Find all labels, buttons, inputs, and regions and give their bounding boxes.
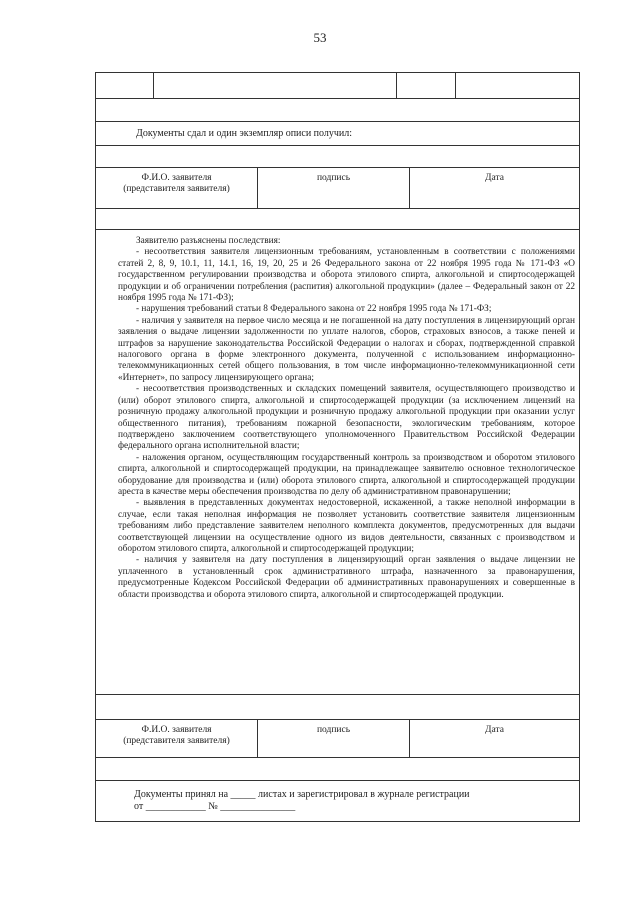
receipt-row: [96, 122, 579, 146]
cell: [397, 73, 456, 98]
bottom-form-block: [95, 694, 580, 822]
receipt-text: Документы сдал и один экземпляр описи получил:: [136, 128, 353, 139]
spacer-row: [96, 146, 579, 168]
signature-value-row: [96, 209, 579, 229]
consequence-item: - нарушения требований статьи 8 Федерального закона от 22 ноября 1995 года № 171-ФЗ;: [136, 304, 492, 315]
date-header: Дата: [485, 725, 504, 735]
page-number: 53: [313, 30, 327, 45]
consequence-item: - наложения органом, осуществляющим государственный контроль за производством и оборотом этилового спирта, алкогольной и спиртосодержащей продукции, на принадлежащее заявителю основное технологическое оборудование для производства и (или) оборота этилового спирта, алкогольной и спиртосодержащей продукции ареста в качестве меры обеспечения производства по делу об административном правонарушении;: [118, 452, 575, 497]
name-header: Ф.И.О. заявителя: [141, 173, 212, 183]
cell: [96, 73, 154, 98]
spacer-row: [96, 99, 579, 122]
cell: [456, 73, 579, 98]
cell: [154, 73, 397, 98]
signature-header: подпись: [258, 168, 410, 208]
name-header: Ф.И.О. заявителя: [141, 725, 212, 735]
consequence-item: - выявления в представленных документах недостоверной, искаженной, а также неполной информации в случае, если такая неполная информация не позволяет установить соответствие заявителя лицензионным требованиям либо представление заявителем неполного комплекта документов, предусмотренных для выдачи соответствующей лицензии на осуществление одного из видов деятельности, связанных с производством и оборотом этилового спирта, алкогольной и спиртосодержащей продукции;: [118, 498, 575, 554]
acceptance-line-2: от ____________ № _______________: [134, 801, 296, 812]
top-empty-row: [96, 73, 579, 99]
acceptance-row: [96, 781, 579, 823]
signature-header: подпись: [258, 720, 410, 757]
spacer-row: [96, 695, 579, 720]
spacer-row: [96, 758, 579, 781]
consequences-block: [95, 229, 580, 695]
consequence-item: - наличия у заявителя на дату поступления в лицензирующий орган заявления о выдаче лицензии не уплаченного в установленный срок административного штрафа, назначенного за правонарушения, предусмотренные Кодексом Российской Федерации об административных правонарушениях и совершенные в области производства и оборота этилового спирта, алкогольной и спиртосодержащей продукции.: [118, 555, 575, 600]
signature-header-row: [96, 720, 579, 758]
name-header-sub: (представителя заявителя): [123, 184, 230, 194]
signature-header-row: [96, 168, 579, 209]
consequence-item: - несоответствия производственных и складских помещений заявителя, осуществляющего производство и (или) оборот этилового спирта, алкогольной и спиртосодержащей продукции (за исключением лицензий на розничную продажу алкогольной продукции и розничную продажу алкогольной продукции при оказании услуг общественного питания), требованиям пожарной безопасности, экологическим требованиям, которое подтверждено заключением соответствующего уполномоченного Правительством Российской Федерации федерального органа исполнительной власти;: [118, 384, 575, 452]
name-header-sub: (представителя заявителя): [123, 736, 230, 746]
name-header-cell: [96, 720, 258, 757]
consequences-intro: Заявителю разъяснены последствия:: [136, 236, 281, 246]
acceptance-line-1: Документы принял на _____ листах и зарегистрировал в журнале регистрации: [134, 789, 470, 800]
date-header: Дата: [485, 173, 504, 183]
name-header-cell: [96, 168, 258, 208]
top-form-block: [95, 72, 580, 230]
consequence-item: - наличия у заявителя на первое число месяца и не погашенной на дату поступления в лицензирующий орган заявления о выдаче лицензии задолженности по уплате налогов, сборов, страховых взносов, а также пеней и штрафов за нарушение законодательства Российской Федерации о налогах и сборах, подтвержденной справкой налогового органа в форме электронного документа, полученной с использованием информационно-телекоммуникационных сетей общего пользования, в том числе информационно-телекоммуникационной сети «Интернет», по запросу лицензирующего органа;: [118, 315, 575, 383]
consequence-item: - несоответствия заявителя лицензионным требованиям, установленным в соответствии с положениями статей 2, 8, 9, 10.1, 11, 14.1, 16, 19, 20, 25 и 26 Федерального закона от 22 ноября 1995 года № 171-ФЗ «О государственном регулировании производства и оборота этилового спирта, алкогольной и спиртосодержащей продукции и об ограничении потребления (распития) алкогольной продукции» (далее – Федеральный закон от 22 ноября 1995 года № 171-ФЗ);: [118, 247, 575, 304]
